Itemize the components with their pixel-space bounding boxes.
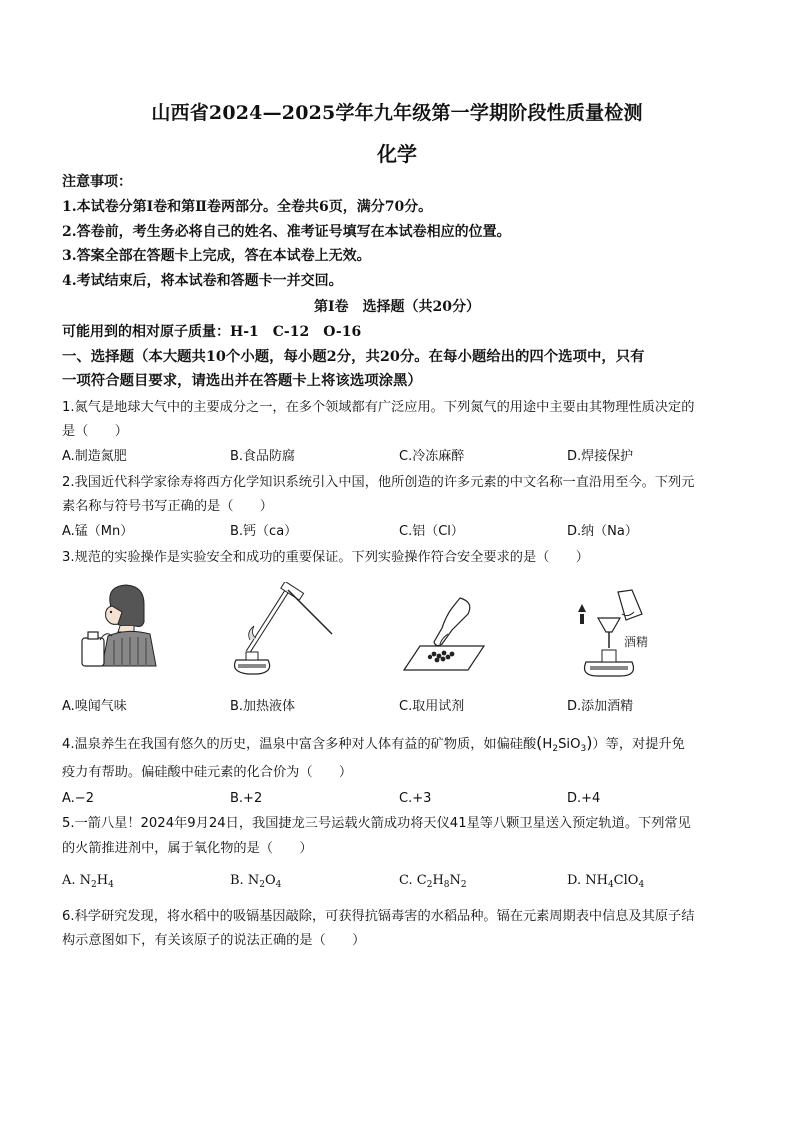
- question-1-stem: 1.氮气是地球大气中的主要成分之一，在多个领域都有广泛应用。下列氮气的用途中主要由其物理性质决定的: [62, 400, 695, 415]
- option-c: C.+3: [399, 791, 432, 806]
- option-d: D.+4: [567, 791, 601, 806]
- option-a: A.−2: [62, 791, 94, 806]
- option-b: B.加热液体: [230, 699, 296, 714]
- exam-subject: 化学: [377, 142, 417, 166]
- note-item: 3.答案全部在答题卡上完成，答在本试卷上无效。: [62, 248, 371, 264]
- smelling-gas-illustration: [78, 582, 178, 667]
- option-c: C.铝（Cl）: [399, 524, 464, 539]
- adding-alcohol-illustration: [572, 588, 662, 678]
- question-4-stem: 4.温泉养生在我国有悠久的历史，温泉中富含多种对人体有益的矿物质，如偏硅酸$(H_2SiO_3)$）等，对提升免: [62, 733, 685, 754]
- question-4-stem: 疫力有帮助。偏硅酸中硅元素的化合价为（ ）: [62, 765, 353, 780]
- option-c: C.取用试剂: [399, 699, 465, 714]
- option-c: C. $C_2H_8N_2$: [399, 873, 467, 890]
- exam-title: 山西省2024—2025学年九年级第一学期阶段性质量检测: [151, 102, 643, 124]
- option-b: B. $N_2O_4$: [230, 873, 282, 890]
- taking-reagent-illustration: [402, 594, 487, 674]
- option-c: C.冷冻麻醉: [399, 449, 465, 464]
- question-5-stem: 的火箭推进剂中，属于氧化物的是（ ）: [62, 841, 313, 856]
- option-a: A. $N_2H_4$: [62, 873, 114, 890]
- question-1-stem: 是（ ）: [62, 424, 128, 439]
- question-6-stem: 构示意图如下，有关该原子的说法正确的是（ ）: [62, 933, 366, 948]
- option-d: D.添加酒精: [567, 699, 634, 714]
- section-title: 第Ⅰ卷 选择题（共20分）: [313, 299, 481, 315]
- option-b: B.+2: [230, 791, 263, 806]
- question-2-stem: 素名称与符号书写正确的是（ ）: [62, 499, 273, 514]
- section-instruction: 一项符合题目要求，请选出并在答题卡上将该选项涂黑）: [62, 372, 422, 389]
- question-3-stem: 3.规范的实验操作是实验安全和成功的重要保证。下列实验操作符合安全要求的是（ ）: [62, 550, 589, 565]
- option-b: B.钙（ca）: [230, 524, 298, 539]
- note-item: 4.考试结束后，将本试卷和答题卡一并交回。: [62, 273, 343, 289]
- option-d: D.纳（Na）: [567, 524, 638, 539]
- option-d: D. $NH_4ClO_4$: [567, 873, 645, 890]
- note-item: 2.答卷前，考生务必将自己的姓名、准考证号填写在本试卷相应的位置。: [62, 224, 511, 240]
- option-a: A.制造氮肥: [62, 449, 127, 464]
- heating-liquid-illustration: [228, 582, 338, 677]
- option-a: A.嗅闻气味: [62, 699, 127, 714]
- section-instruction: 一、选择题（本大题共10个小题，每小题2分，共20分。在每小题给出的四个选项中，只有: [62, 348, 645, 365]
- notes-heading: 注意事项：: [62, 174, 132, 190]
- question-5-stem: 5.一箭八星！2024年9月24日，我国捷龙三号运载火箭成功将天仪41星等八颗卫星送入预定轨道。下列常见: [62, 816, 691, 831]
- alcohol-label: 酒精: [624, 635, 649, 649]
- atomic-mass-info: 可能用到的相对原子质量：H-1 C-12 O-16: [62, 324, 362, 340]
- note-item: 1.本试卷分第Ⅰ卷和第Ⅱ卷两部分。全卷共6页，满分70分。: [62, 199, 433, 215]
- option-b: B.食品防腐: [230, 449, 296, 464]
- question-2-stem: 2.我国近代科学家徐寿将西方化学知识系统引入中国，他所创造的许多元素的中文名称一直沿用至今。下列元: [62, 475, 695, 490]
- option-d: D.焊接保护: [567, 449, 634, 464]
- question-6-stem: 6.科学研究发现，将水稻中的吸镉基因敲除，可获得抗镉毒害的水稻品种。镉在元素周期表中信息及其原子结: [62, 909, 695, 924]
- option-a: A.锰（Mn）: [62, 524, 134, 539]
